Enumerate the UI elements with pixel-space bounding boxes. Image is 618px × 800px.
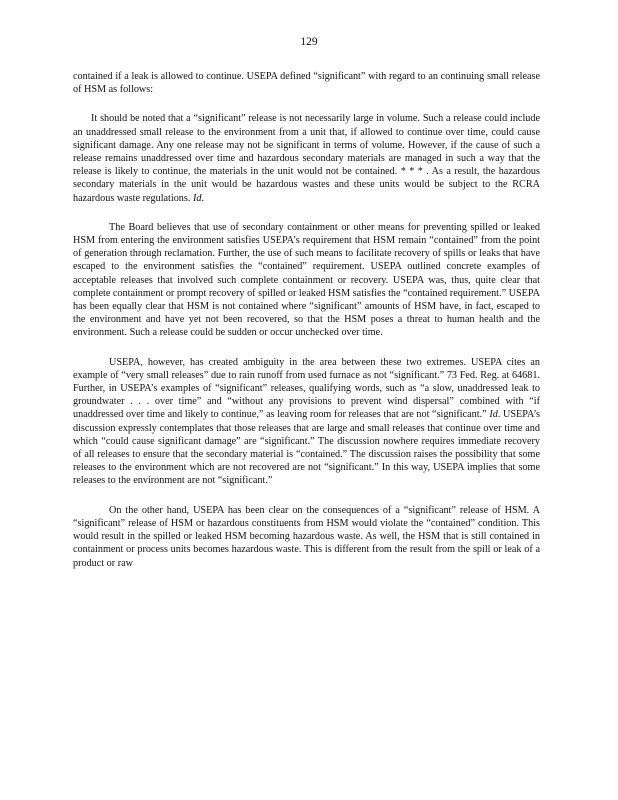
block-quote: It should be noted that a “significant” release is not necessarily large in volume. Such a release could include an unaddressed small release to the environment from a unit that, if allowed to continue over time, could cause significant damage. Any one release may not be significant in terms of volume. However, if the cause of such a release remains unaddressed over time and hazardous secondary materials are managed in such a way that the release is likely to continue, the materials in the unit would not be contained. * * * . As a result, the hazardous secondary materials in the unit would be hazardous wastes and these units would be subject to the RCRA hazardous waste regulations. Id.: [73, 113, 540, 204]
paragraph-intro: contained if a leak is allowed to continue. USEPA defined “significant” with regard to an continuing small release of HSM as follows:: [73, 71, 540, 96]
paragraph-ambiguity-continued: USEPA’s discussion expressly contemplates that those releases that are large and small releases that continue over time and which “could cause significant damage” are “significant.” The discussion nowhere requires immediate recovery of all releases to ensure that the secondary material is “contained.” The discussion raises the possibility that some releases to the environment which are not recovered are not “significant.” In this way, USEPA implies that some releases to the environment are not “significant.”: [73, 409, 541, 487]
paragraph-ambiguity: USEPA, however, has created ambiguity in the area between these two extremes. USEPA cites an example of “very small releases” due to rain runoff from used furnace as not “significant.” 73 Fed. Reg. at 64681. Further, in USEPA’s examples of “significant” releases, qualifying words, such as “a slow, unaddressed leak to groundwater . . . over time” and “without any provisions to prevent wind dispersal” combined with “if unaddressed over time and likely to continue,” as leaving room for releases that are not “significant.” Id. USEPA’s discussion expressly contemplates that those releases that are large and small releases that continue over time and which “could cause significant damage” are “significant.” The discussion nowhere requires immediate recovery of all releases to ensure that the secondary material is “contained.” The discussion raises the possibility that some releases to the environment which are not recovered are not “significant.” In this way, USEPA implies that some releases to the environment are not “significant.”: [73, 356, 541, 487]
body-text: [73, 70, 540, 586]
paragraph-board-believes: The Board believes that use of secondary containment or other means for preventing spilled or leaked HSM from entering the environment satisfies USEPA’s requirement that HSM remain “contained” from the point of generation through reclamation. Further, the use of such means to facilitate recovery of spills or leaks that have escaped to the environment satisfies the “contained” requirement. USEPA outlined concrete examples of acceptable releases that involved such complete containment or recovery. USEPA was, thus, quite clear that complete containment or prompt recovery of spilled or leaked HSM satisfies the “contained requirement.” USEPA has been equally clear that HSM is not contained where “significant” amounts of HSM have, in fact, escaped to the environment and have yet not been recovered, so that the HSM poses a threat to human health and the environment. Such a release could be sudden or occur unchecked over time.: [73, 221, 540, 339]
citation-id: Id: [192, 192, 202, 204]
citation-id: Id: [489, 409, 498, 421]
paragraph-ambiguity-text: USEPA, however, has created ambiguity in the area between these two extremes. USEPA cites an example of “very small releases” due to rain runoff from used furnace as not “significant.” 73 Fed. Reg. at 64681. Further, in USEPA’s examples of “significant” releases, qualifying words, such as “a slow, unaddressed leak to groundwater . . . over time” and “without any provisions to prevent wind dispersal” combined with “if unaddressed over time and likely to continue,” as leaving room for releases that are not “significant.”: [73, 356, 540, 421]
page-number: 129: [300, 36, 318, 48]
block-quote-text: It should be noted that a “significant” release is not necessarily large in volume. Such a release could include an unaddressed small release to the environment from a unit that, if allowed to continue over time, could cause significant damage. Any one release may not be significant in terms of volume. However, if the cause of such a release remains unaddressed over time and hazardous secondary materials are managed in such a way that the release is likely to continue, the materials in the unit would not be contained. * * * . As a result, the hazardous secondary materials in the unit would be hazardous wastes and these units would be subject to the RCRA hazardous waste regulations.: [73, 113, 540, 204]
paragraph-consequences: On the other hand, USEPA has been clear on the consequences of a “significant” release of HSM. A “significant” release of HSM or hazardous constituents from HSM would violate the “contained” condition. This would result in the spilled or leaked HSM becoming hazardous waste. As well, the HSM that is still contained in containment or process units becomes hazardous waste. This is different from the result from the spill or leak of a product or raw: [73, 504, 540, 569]
